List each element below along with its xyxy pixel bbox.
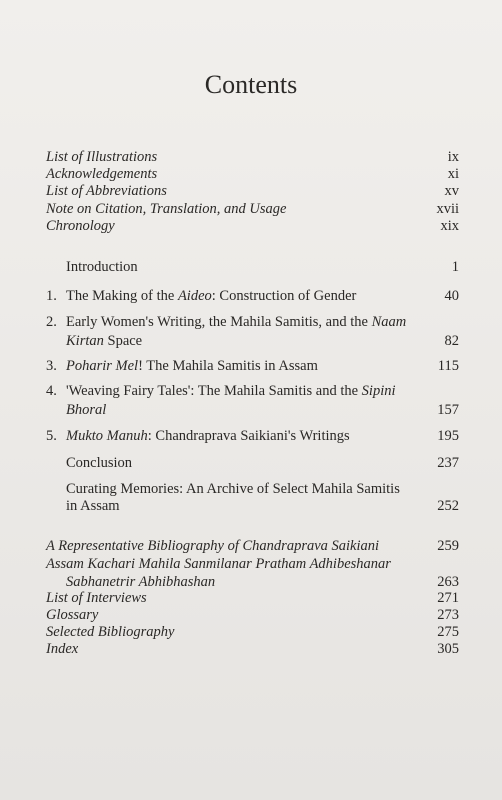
entry-title: Index bbox=[46, 641, 79, 657]
chapter-number: 4. bbox=[46, 383, 57, 399]
entry-page: 263 bbox=[437, 574, 459, 590]
entry-page: 305 bbox=[437, 641, 459, 657]
page-title: Contents bbox=[204, 70, 298, 99]
entry-page: 195 bbox=[437, 428, 459, 444]
entry-page: xix bbox=[440, 218, 459, 234]
entry-title: Acknowledgements bbox=[46, 166, 158, 182]
entry-title-line1: Early Women's Writing, the Mahila Samitis, and the Naam bbox=[66, 314, 407, 330]
entry-page: 115 bbox=[437, 358, 459, 374]
entry-title: List of Illustrations bbox=[46, 149, 158, 165]
entry-title: Poharir Mel! The Mahila Samitis in Assam bbox=[66, 358, 318, 374]
entry-page: xv bbox=[444, 183, 459, 199]
entry-page: xvii bbox=[436, 201, 459, 217]
entry-page: 82 bbox=[444, 333, 459, 349]
entry-title: List of Abbreviations bbox=[46, 183, 167, 199]
entry-page: ix bbox=[447, 149, 459, 165]
entry-page: 259 bbox=[437, 538, 459, 554]
chapter-number: 3. bbox=[46, 358, 57, 374]
entry-title: Introduction bbox=[66, 259, 138, 275]
entry-title: Selected Bibliography bbox=[46, 624, 175, 640]
entry-title-line1: Curating Memories: An Archive of Select Mahila Samitis bbox=[66, 481, 400, 497]
entry-title: Note on Citation, Translation, and Usage bbox=[46, 201, 287, 217]
chapter-number: 1. bbox=[46, 288, 57, 304]
entry-page: 271 bbox=[437, 590, 459, 606]
entry-title: List of Interviews bbox=[46, 590, 147, 606]
entry-page: 275 bbox=[437, 624, 459, 640]
entry-title-line2: Sabhanetrir Abhibhashan bbox=[66, 574, 216, 590]
entry-page: 40 bbox=[444, 288, 459, 304]
entry-title: Chronology bbox=[46, 218, 115, 234]
entry-title: The Making of the Aideo: Construction of Gender bbox=[66, 288, 357, 304]
entry-title-line1: 'Weaving Fairy Tales': The Mahila Samitis and the Sipini bbox=[66, 383, 396, 399]
entry-title: Mukto Manuh: Chandraprava Saikiani's Writings bbox=[66, 428, 350, 444]
entry-page: 1 bbox=[451, 259, 459, 275]
entry-page: 252 bbox=[437, 498, 459, 514]
entry-title-line2: in Assam bbox=[66, 498, 120, 514]
entry-title-line1: Assam Kachari Mahila Sanmilanar Pratham Adhibeshanar bbox=[46, 556, 391, 572]
entry-page: 273 bbox=[437, 607, 459, 623]
entry-page: xi bbox=[447, 166, 459, 182]
entry-title-line2: Kirtan Space bbox=[66, 333, 143, 349]
entry-title: Conclusion bbox=[66, 455, 133, 471]
chapter-number: 2. bbox=[46, 314, 57, 330]
entry-title-line2: Bhoral bbox=[66, 402, 107, 418]
entry-page: 237 bbox=[437, 455, 459, 471]
entry-title: A Representative Bibliography of Chandraprava Saikiani bbox=[46, 538, 380, 554]
chapter-number: 5. bbox=[46, 428, 57, 444]
entry-title: Glossary bbox=[46, 607, 99, 623]
entry-page: 157 bbox=[437, 402, 459, 418]
